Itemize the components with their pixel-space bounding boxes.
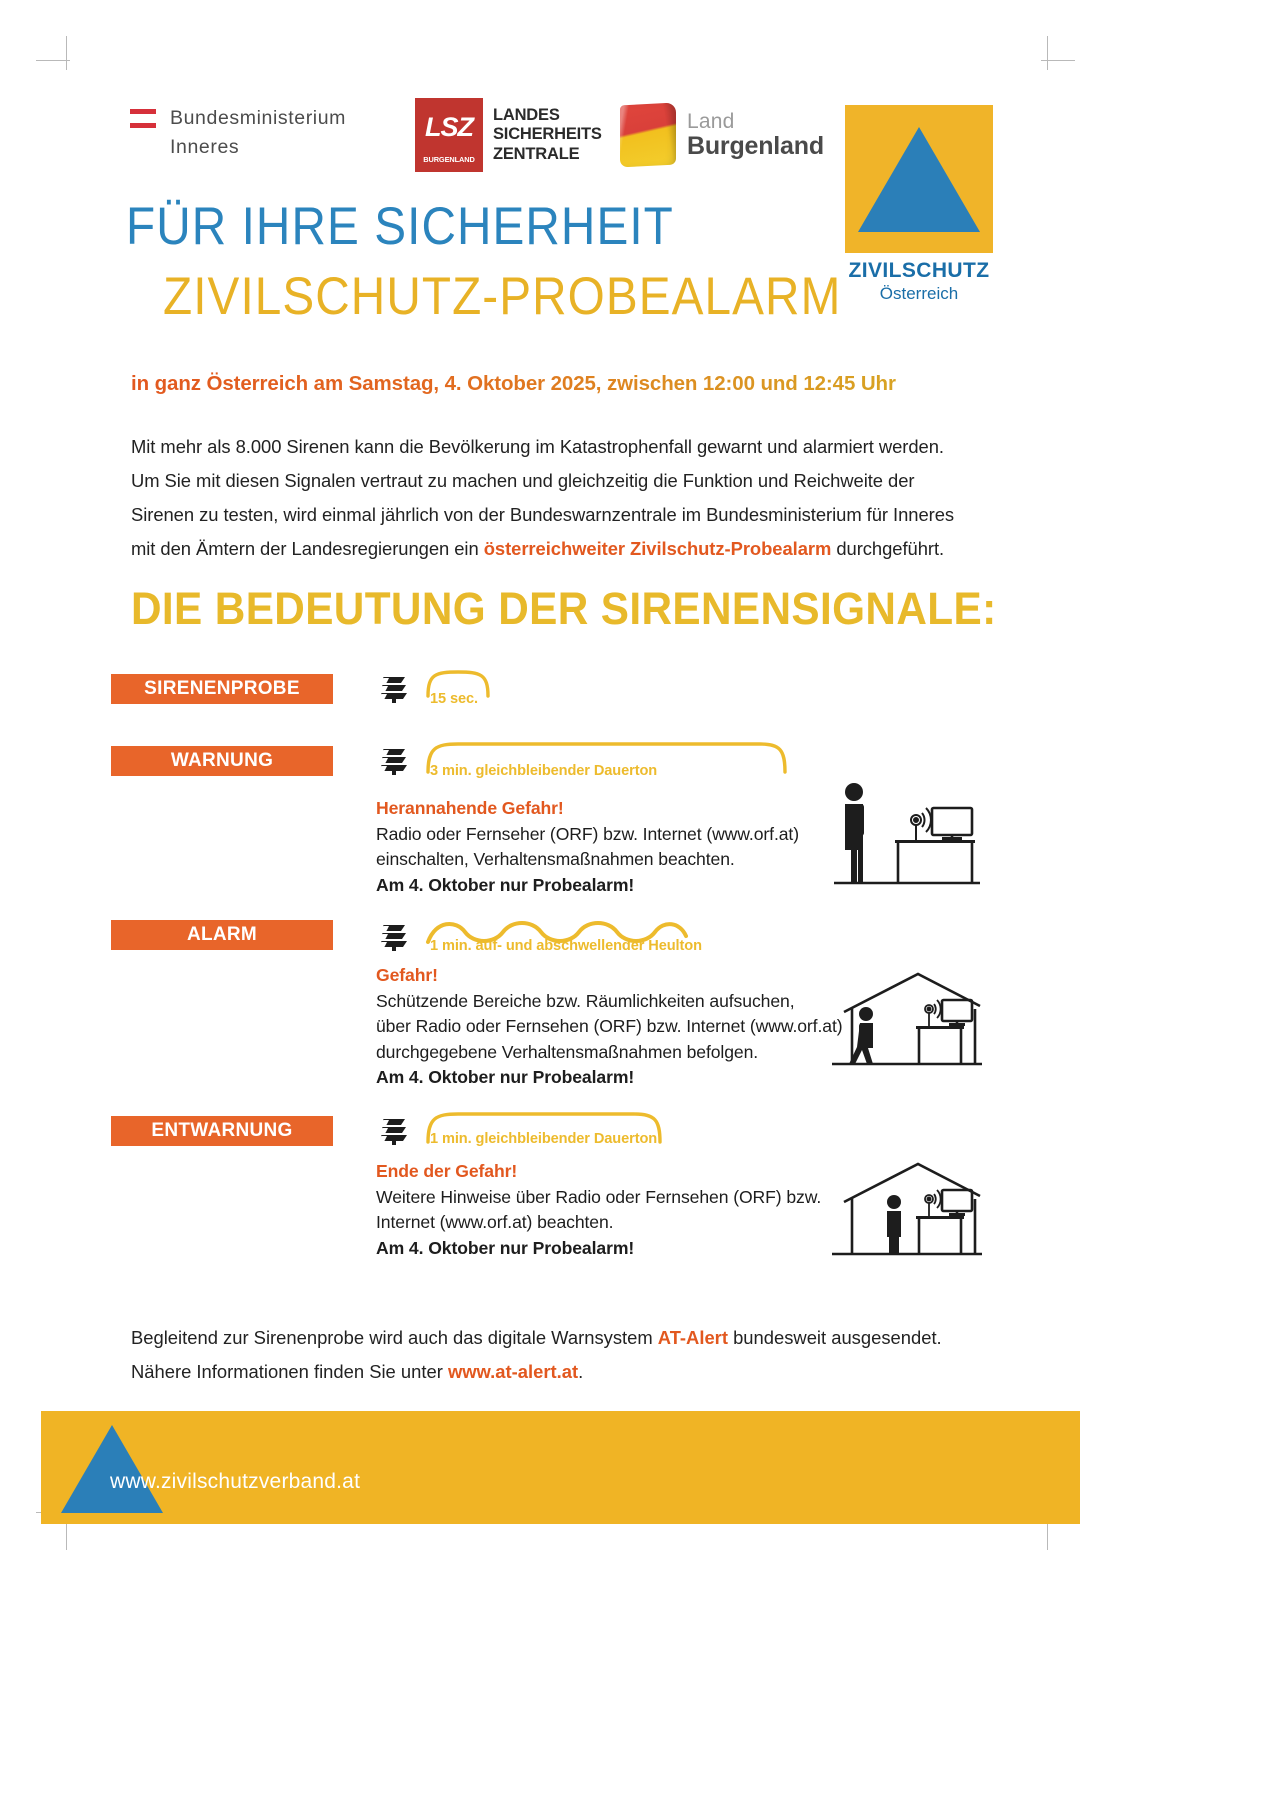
- signal-headline: Herannahende Gefahr!: [376, 798, 564, 818]
- signal-caption-entwarnung: 1 min. gleichbleibender Dauerton: [430, 1131, 658, 1147]
- person-at-desk-with-tv-icon: [832, 780, 982, 890]
- siren-icon: [377, 916, 411, 956]
- closing-highlight-url[interactable]: www.at-alert.at: [447, 1361, 579, 1383]
- burgenland-line-1: Land: [687, 110, 735, 133]
- person-in-house-icon: [830, 1150, 982, 1262]
- signal-tag-entwarnung: [111, 1116, 333, 1146]
- signal-headline: Gefahr!: [376, 965, 438, 985]
- closing-highlight-at-alert: AT-Alert: [657, 1327, 728, 1349]
- signal-tag-label: SIRENENPROBE: [144, 678, 300, 699]
- signal-line: Internet (www.orf.at) beachten.: [376, 1212, 614, 1232]
- event-date-line: in ganz Österreich am Samstag, 4. Oktober 2025, zwischen 12:00 und 12:45 Uhr: [131, 372, 896, 395]
- signal-body-warnung: [376, 796, 799, 898]
- footer-url[interactable]: www.zivilschutzverband.at: [110, 1470, 361, 1493]
- siren-icon: [377, 1110, 411, 1150]
- closing-part-2: bundesweit ausgesendet. Nähere Informationen finden Sie unter: [131, 1327, 942, 1383]
- signal-tag-alarm: [111, 920, 333, 950]
- signal-body-entwarnung: [376, 1159, 821, 1261]
- closing-part-3: .: [578, 1361, 584, 1383]
- closing-part-1: Begleitend zur Sirenenprobe wird auch das digitale Warnsystem: [131, 1327, 658, 1349]
- lsz-line-2: SICHERHEITS: [493, 125, 602, 144]
- signal-tag-label: ALARM: [186, 924, 258, 945]
- ministry-line-1: Bundesministerium: [170, 107, 347, 129]
- signal-line: durchgegebene Verhaltensmaßnahmen befolgen.: [376, 1041, 759, 1062]
- civil-protection-triangle-icon: [61, 1425, 163, 1513]
- zivilschutz-country-label: Österreich: [879, 284, 959, 303]
- siren-icon: [377, 668, 411, 708]
- intro-part-2: durchgeführt.: [831, 538, 945, 560]
- lsz-line-3: ZENTRALE: [493, 144, 580, 163]
- closing-paragraph: [131, 1321, 991, 1389]
- section-title: DIE BEDEUTUNG DER SIRENENSIGNALE:: [131, 583, 997, 634]
- signal-headline: Ende der Gefahr!: [376, 1161, 518, 1181]
- signal-line: Radio oder Fernseher (ORF) bzw. Internet (www.orf.at): [376, 823, 799, 844]
- signal-tag-label: ENTWARNUNG: [151, 1120, 293, 1141]
- intro-part-1: Mit mehr als 8.000 Sirenen kann die Bevölkerung im Katastrophenfall gewarnt und alarmiert werden. Um Sie mit diesen Signalen vertraut zu machen und gleichzeitig die Funktion und Reichweite der Sirenen zu testen, wird einmal jährlich von der Bundeswarnzentrale im Bundesministerium für Inneres mit den Ämtern der Landesregierungen ein: [131, 436, 955, 560]
- lsz-mark-subtext: BURGENLAND: [423, 155, 475, 164]
- signal-tag-warnung: [111, 746, 333, 776]
- signal-caption-alarm: 1 min. auf- und abschwellender Heulton: [430, 938, 702, 954]
- signal-bold-note: Am 4. Oktober nur Probealarm!: [376, 1067, 635, 1087]
- signal-line: über Radio oder Fernsehen (ORF) bzw. Internet (www.orf.at): [376, 1016, 843, 1036]
- signal-tag-label: WARNUNG: [170, 750, 274, 771]
- page-title-line-2: ZIVILSCHUTZ-PROBEALARM: [163, 267, 842, 326]
- lsz-mark-text: LSZ: [425, 112, 473, 142]
- lsz-line-1: LANDES: [493, 105, 560, 124]
- signal-line: Schützende Bereiche bzw. Räumlichkeiten aufsuchen,: [376, 990, 795, 1011]
- signal-line: Weitere Hinweise über Radio oder Fernsehen (ORF) bzw.: [376, 1186, 822, 1207]
- signal-bold-note: Am 4. Oktober nur Probealarm!: [376, 1237, 635, 1258]
- intro-highlight: österreichweiter Zivilschutz-Probealarm: [483, 538, 832, 560]
- signal-body-alarm: [376, 963, 843, 1091]
- signal-caption-sirenenprobe: 15 sec.: [430, 691, 478, 707]
- footer-banner: [41, 1411, 1080, 1524]
- signal-tag-sirenenprobe: [111, 674, 333, 704]
- signal-caption-warnung: 3 min. gleichbleibender Dauerton: [430, 763, 658, 779]
- siren-icon: [377, 740, 411, 780]
- person-entering-house-icon: [830, 960, 982, 1072]
- signal-bold-note: Am 4. Oktober nur Probealarm!: [376, 874, 635, 895]
- zivilschutz-label: ZIVILSCHUTZ: [848, 259, 990, 282]
- ministry-line-2: Inneres: [170, 136, 240, 158]
- signal-line: einschalten, Verhaltensmaßnahmen beachten.: [376, 849, 735, 869]
- burgenland-line-2: Burgenland: [687, 132, 824, 160]
- page-title-line-1: FÜR IHRE SICHERHEIT: [126, 197, 674, 256]
